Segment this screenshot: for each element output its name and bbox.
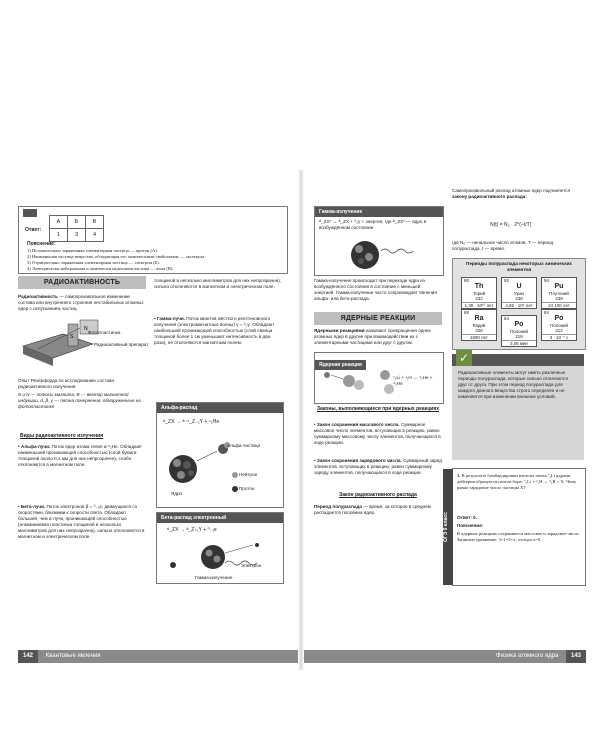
alpha-term: Альфа-лучи. — [20, 444, 51, 449]
element-symbol: Po — [554, 315, 564, 323]
element-number: 92 — [504, 278, 509, 283]
explanation-item: 4) Электрически нейтральная и химически неделимая частица — атом (В). — [27, 266, 174, 271]
task-answer: Ответ: 0. — [457, 515, 477, 520]
element-card — [501, 277, 537, 309]
svg-text:N: N — [84, 326, 88, 332]
task-explanation: В ядерных реакциях сохраняются массовое и зарядовое числа. Запишем уравнение: 3+1=5+x, отсюда x=0. — [457, 531, 580, 542]
oge-tab: ОГЭ 9 класс — [443, 469, 453, 585]
half-life-box — [452, 258, 586, 350]
beta-label-electron: Электрон — [241, 563, 262, 568]
element-number: 94 — [544, 278, 549, 283]
rutherford-note: S и N — полюсы магнита, B — вектор магнитной индукции, α, β, γ — пятна почернения, обнаруженные на фотопластинке — [18, 392, 141, 409]
element-name: Полоний — [510, 329, 528, 335]
element-mass: 232 — [475, 296, 483, 302]
explanation-item: 3) Отрицательно заряженная элементарная частица — электрон (Б). — [27, 260, 160, 265]
page-number: 142 — [18, 650, 38, 663]
element-mass: 212 — [555, 328, 563, 334]
element-half-life: 24 100 лет — [542, 302, 576, 308]
right-footer — [304, 650, 586, 663]
alpha-label-proton: Протон — [239, 486, 255, 491]
definition — [18, 294, 146, 312]
task-box — [443, 468, 586, 586]
element-number: 84 — [544, 310, 549, 315]
explanation-title: Пояснение: — [27, 241, 56, 247]
element-symbol: Pu — [554, 283, 564, 291]
element-name: Торий — [472, 291, 486, 297]
beta-rays: • Бета-лучи. Поток электронов β = ⁰₋₁e, движущихся со скоростями, близкими к скорости света. Обладают большей, чем α-лучи, проникающей способностью (алюминиевая пластинка толщиной в несколько миллиметров для них непрозрачна), сильно отклоняются в магнитном и электрическом поле. — [18, 504, 145, 539]
nuclear-term: Ядерными реакциями — [314, 328, 365, 333]
decay-description: где N₀ — начальное число атомов, T — период полураспада, t — время. — [452, 240, 554, 251]
gamma-title: Гамма-излучение — [315, 207, 443, 217]
explanation-list — [27, 248, 283, 272]
section-title: РАДИОАКТИВНОСТЬ — [18, 276, 146, 289]
answer-header: А — [50, 216, 68, 229]
left-page — [18, 178, 290, 658]
charge-law-term: Закон сохранения зарядового числа. — [316, 458, 402, 463]
element-name: Полоний — [550, 323, 568, 329]
answer-value: 4 — [86, 229, 104, 242]
decay-intro-text: Самопроизвольный распад атомных ядер подчиняется — [452, 188, 570, 193]
element-mass: 238 — [515, 296, 523, 302]
answer-label: Ответ: — [25, 227, 42, 233]
mass-law-text: Суммарное массовое число элементов, вступающих в реакцию, равно суммарному массовому числу элементов, получающихся в ходе реакции. — [314, 422, 441, 445]
gamma-text: Поток квантов жёсткого рентгеновского излучения (электромагнитные волны) γ = ⁰₀γ. Обладают наибольшей проникающей способностью (слой свинца толщиной более 1 см уменьшает интенсивность в два раза), не отклоняются магнитным полем. — [154, 316, 275, 345]
beta-decay-title: Бета-распад электронный — [157, 513, 283, 523]
rutherford-caption: Опыт Резерфорда по исследованию состава радиоактивного излучения: — [18, 378, 114, 389]
element-card — [541, 277, 577, 309]
fig-label-source: Радиоактивный препарат — [94, 342, 149, 347]
answer-header: В — [86, 216, 104, 229]
gamma-rays: • Гамма-лучи. Поток квантов жёсткого рентгеновского излучения (электромагнитные волны) γ = ⁰₀γ. Обладают наибольшей проникающей способностью (слой свинца толщиной более 1 см уменьшает интенсивность в два раза), не отклоняются магнитным полем. — [154, 316, 275, 345]
element-symbol: U — [516, 283, 522, 291]
alpha-decay-formula: ᴬ_ZX → ᴬ⁻⁴_Z₋₂Y + ⁴₂He — [163, 419, 220, 425]
alpha-rays: • Альфа-лучи. Поток ядер атома гелия α-⁴₂He. Обладают наименьшей проникающей способностью (слой бумаги толщиной около 0,1 мм для них непрозрачен), слабо отклоняются в магнитном поле. — [18, 444, 143, 467]
element-symbol: Th — [474, 283, 484, 291]
definition-text: — самопроизвольное изменение состава или внутреннего строения нестабильных атомных ядер с испусканием частиц. — [18, 294, 144, 311]
task-text — [457, 473, 581, 491]
element-half-life: 3,05 мин — [502, 340, 536, 346]
nuclear-text: называют превращения одних атомных ядер в другие при взаимодействии их с элементарными частицами или друг с другом. — [314, 328, 431, 345]
nuclear-definition — [314, 328, 442, 346]
alpha-text: Поток ядер атома гелия α-⁴₂He. Обладают наименьшей проникающей способностью (слой бумаги толщиной около 0,1 мм для них непрозрачен), слабо отклоняются в магнитном поле. — [18, 444, 143, 467]
note-text: Радиоактивные элементы могут иметь различные периоды полураспада, которые сильно отличаются друг от друга. При этом период полураспада для каждого данного вещества строго определён и не изменяется при изменении внешних условий. — [458, 370, 568, 399]
half-life-box-title: Периоды полураспада некоторых химических элементов — [466, 261, 572, 272]
note-box — [452, 351, 584, 460]
types-title: Виды радиоактивного излучения — [20, 433, 104, 439]
alpha-decay-box — [156, 402, 284, 508]
element-number: 88 — [464, 310, 469, 315]
decay-formula: N(t) = N₀ · 2^(−t/T) — [490, 222, 532, 228]
gamma-formula: ᴬ_ZX* → ᴬ_ZX + ⁰₀γ + энергия, где ᴬ_ZX* — ядро в возбуждённом состоянии — [319, 219, 427, 230]
element-symbol: Po — [514, 321, 524, 329]
element-name: Плутоний — [549, 291, 569, 297]
task-expl-title: Пояснение: — [457, 523, 484, 528]
alpha-label-particle: Альфа-частица — [227, 443, 261, 448]
explanation-item: 2) Наименьшая частица вещества, обладающая его химическими свойствами, — молекула. — [27, 254, 206, 259]
nuclear-title: ЯДЕРНЫЕ РЕАКЦИИ — [314, 312, 442, 325]
decay-law-name: закону радиоактивного распада: — [452, 194, 527, 199]
answer-header: Б — [68, 216, 86, 229]
svg-text:S: S — [70, 334, 74, 340]
half-life-text: — время, за которое в среднем распадается половина ядер. — [314, 504, 431, 515]
element-symbol: Ra — [474, 315, 484, 323]
beta-label-gamma: Гамма-излучение — [195, 575, 233, 580]
element-mass: 226 — [475, 328, 483, 334]
beta-decay-formula: ᴬ_ZX → ᴬ_Z₊₁Y + ⁰₋₁e — [167, 527, 217, 533]
gamma-box — [314, 206, 444, 276]
arrow-icon — [23, 209, 37, 217]
checkmark-icon: ✓ — [456, 350, 472, 366]
element-half-life: 1,39 · 10¹⁰ лет — [462, 302, 496, 308]
element-number: 90 — [464, 278, 469, 283]
reaction-title: Ядерная реакция — [315, 360, 366, 370]
alpha-label-nucleus: Ядро — [171, 491, 183, 496]
fig-label-plate: Фотопластинка — [88, 330, 121, 335]
element-mass: 218 — [515, 334, 523, 340]
definition-term: Радиоактивность — [18, 294, 59, 299]
beta-term: Бета-лучи. — [20, 504, 46, 509]
beta-text: Поток электронов β = ⁰₋₁e, движущихся со скоростями, близкими к скорости света. Обладают большей, чем α-лучи, проникающей способностью (алюминиевая пластинка толщиной в несколько миллиметров для них непрозрачна), сильно отклоняются в магнитном и электрическом поле. — [18, 504, 145, 539]
mass-law-term: Закон сохранения массового числа. — [316, 422, 400, 427]
alpha-label-neutron: Нейтрон — [239, 472, 258, 477]
half-life-term: Период полураспада — [314, 504, 362, 509]
task-number: 1. — [457, 473, 461, 478]
answer-table — [49, 215, 104, 242]
half-life-definition — [314, 504, 442, 516]
gamma-term: Гамма-лучи. — [156, 316, 185, 321]
beta-continued: толщиной в несколько миллиметров для них непрозрачна), сильно отклоняются в магнитном и электрическом поле. — [154, 278, 282, 289]
mass-law: • Закон сохранения массового числа. Суммарное массовое число элементов, вступающих в реакцию, равно суммарному массовому числу элементов, получающихся в ходе реакции. — [314, 422, 441, 445]
element-half-life: 3 · 10⁻⁷ с — [542, 334, 576, 340]
task-question: В результате бомбардировки изотопа лития ⁷₃Li ядрами дейтерия образуется изотоп бора: ⁷₃Li + ²₁H → ⁸₅B + X. Чему равно зарядовое число частицы X? — [457, 473, 577, 490]
reaction-box — [314, 352, 444, 404]
element-card — [461, 309, 497, 341]
gamma-figure — [345, 237, 435, 273]
charge-law-text: Суммарный заряд элементов, вступающих в реакцию, равен суммарному заряду элементов, получающихся в ходе реакции. — [314, 458, 442, 475]
element-name: Уран — [514, 291, 524, 297]
beta-decay-box — [156, 512, 284, 584]
decay-law-title: Закон радиоактивного распада — [339, 492, 417, 498]
element-number: 84 — [504, 316, 509, 321]
answer-box — [18, 206, 288, 274]
book-spine — [298, 170, 304, 670]
footer-title: Квантовые явления — [45, 653, 101, 659]
decay-intro — [452, 188, 582, 200]
page-number: 143 — [566, 650, 586, 663]
alpha-decay-title: Альфа-распад — [157, 403, 283, 413]
element-card — [461, 277, 497, 309]
element-name: Радий — [472, 323, 486, 329]
element-card — [501, 315, 537, 347]
element-mass: 239 — [555, 296, 563, 302]
answer-value: 3 — [68, 229, 86, 242]
explanation-item: 1) Положительно заряженная элементарная частица — протон (А). — [27, 248, 158, 253]
left-footer — [18, 650, 298, 663]
laws-title: Законы, выполняющиеся при ядерных реакциях — [316, 406, 440, 412]
element-half-life: 4,55 · 10⁹ лет — [502, 302, 536, 308]
reaction-formula: ⁷₃Li + ¹₁H → ⁴₂He + ⁴₂He — [393, 375, 433, 386]
answer-value: 1 — [50, 229, 68, 242]
element-half-life: 1590 лет — [462, 334, 496, 340]
footer-title: Физика атомного ядра — [496, 653, 559, 659]
element-card — [541, 309, 577, 341]
gamma-text: Гамма-излучение происходит при переходе ядра из возбуждённого состояния в состояние с меньшей энергией. Гамма-излучение часто сопровождает явления альфа- или бета-распада. — [314, 278, 437, 301]
right-page — [310, 178, 586, 658]
charge-law: • Закон сохранения зарядового числа. Суммарный заряд элементов, вступающих в реакцию, равен суммарному заряду элементов, получающихся в ходе реакции. — [314, 458, 442, 475]
